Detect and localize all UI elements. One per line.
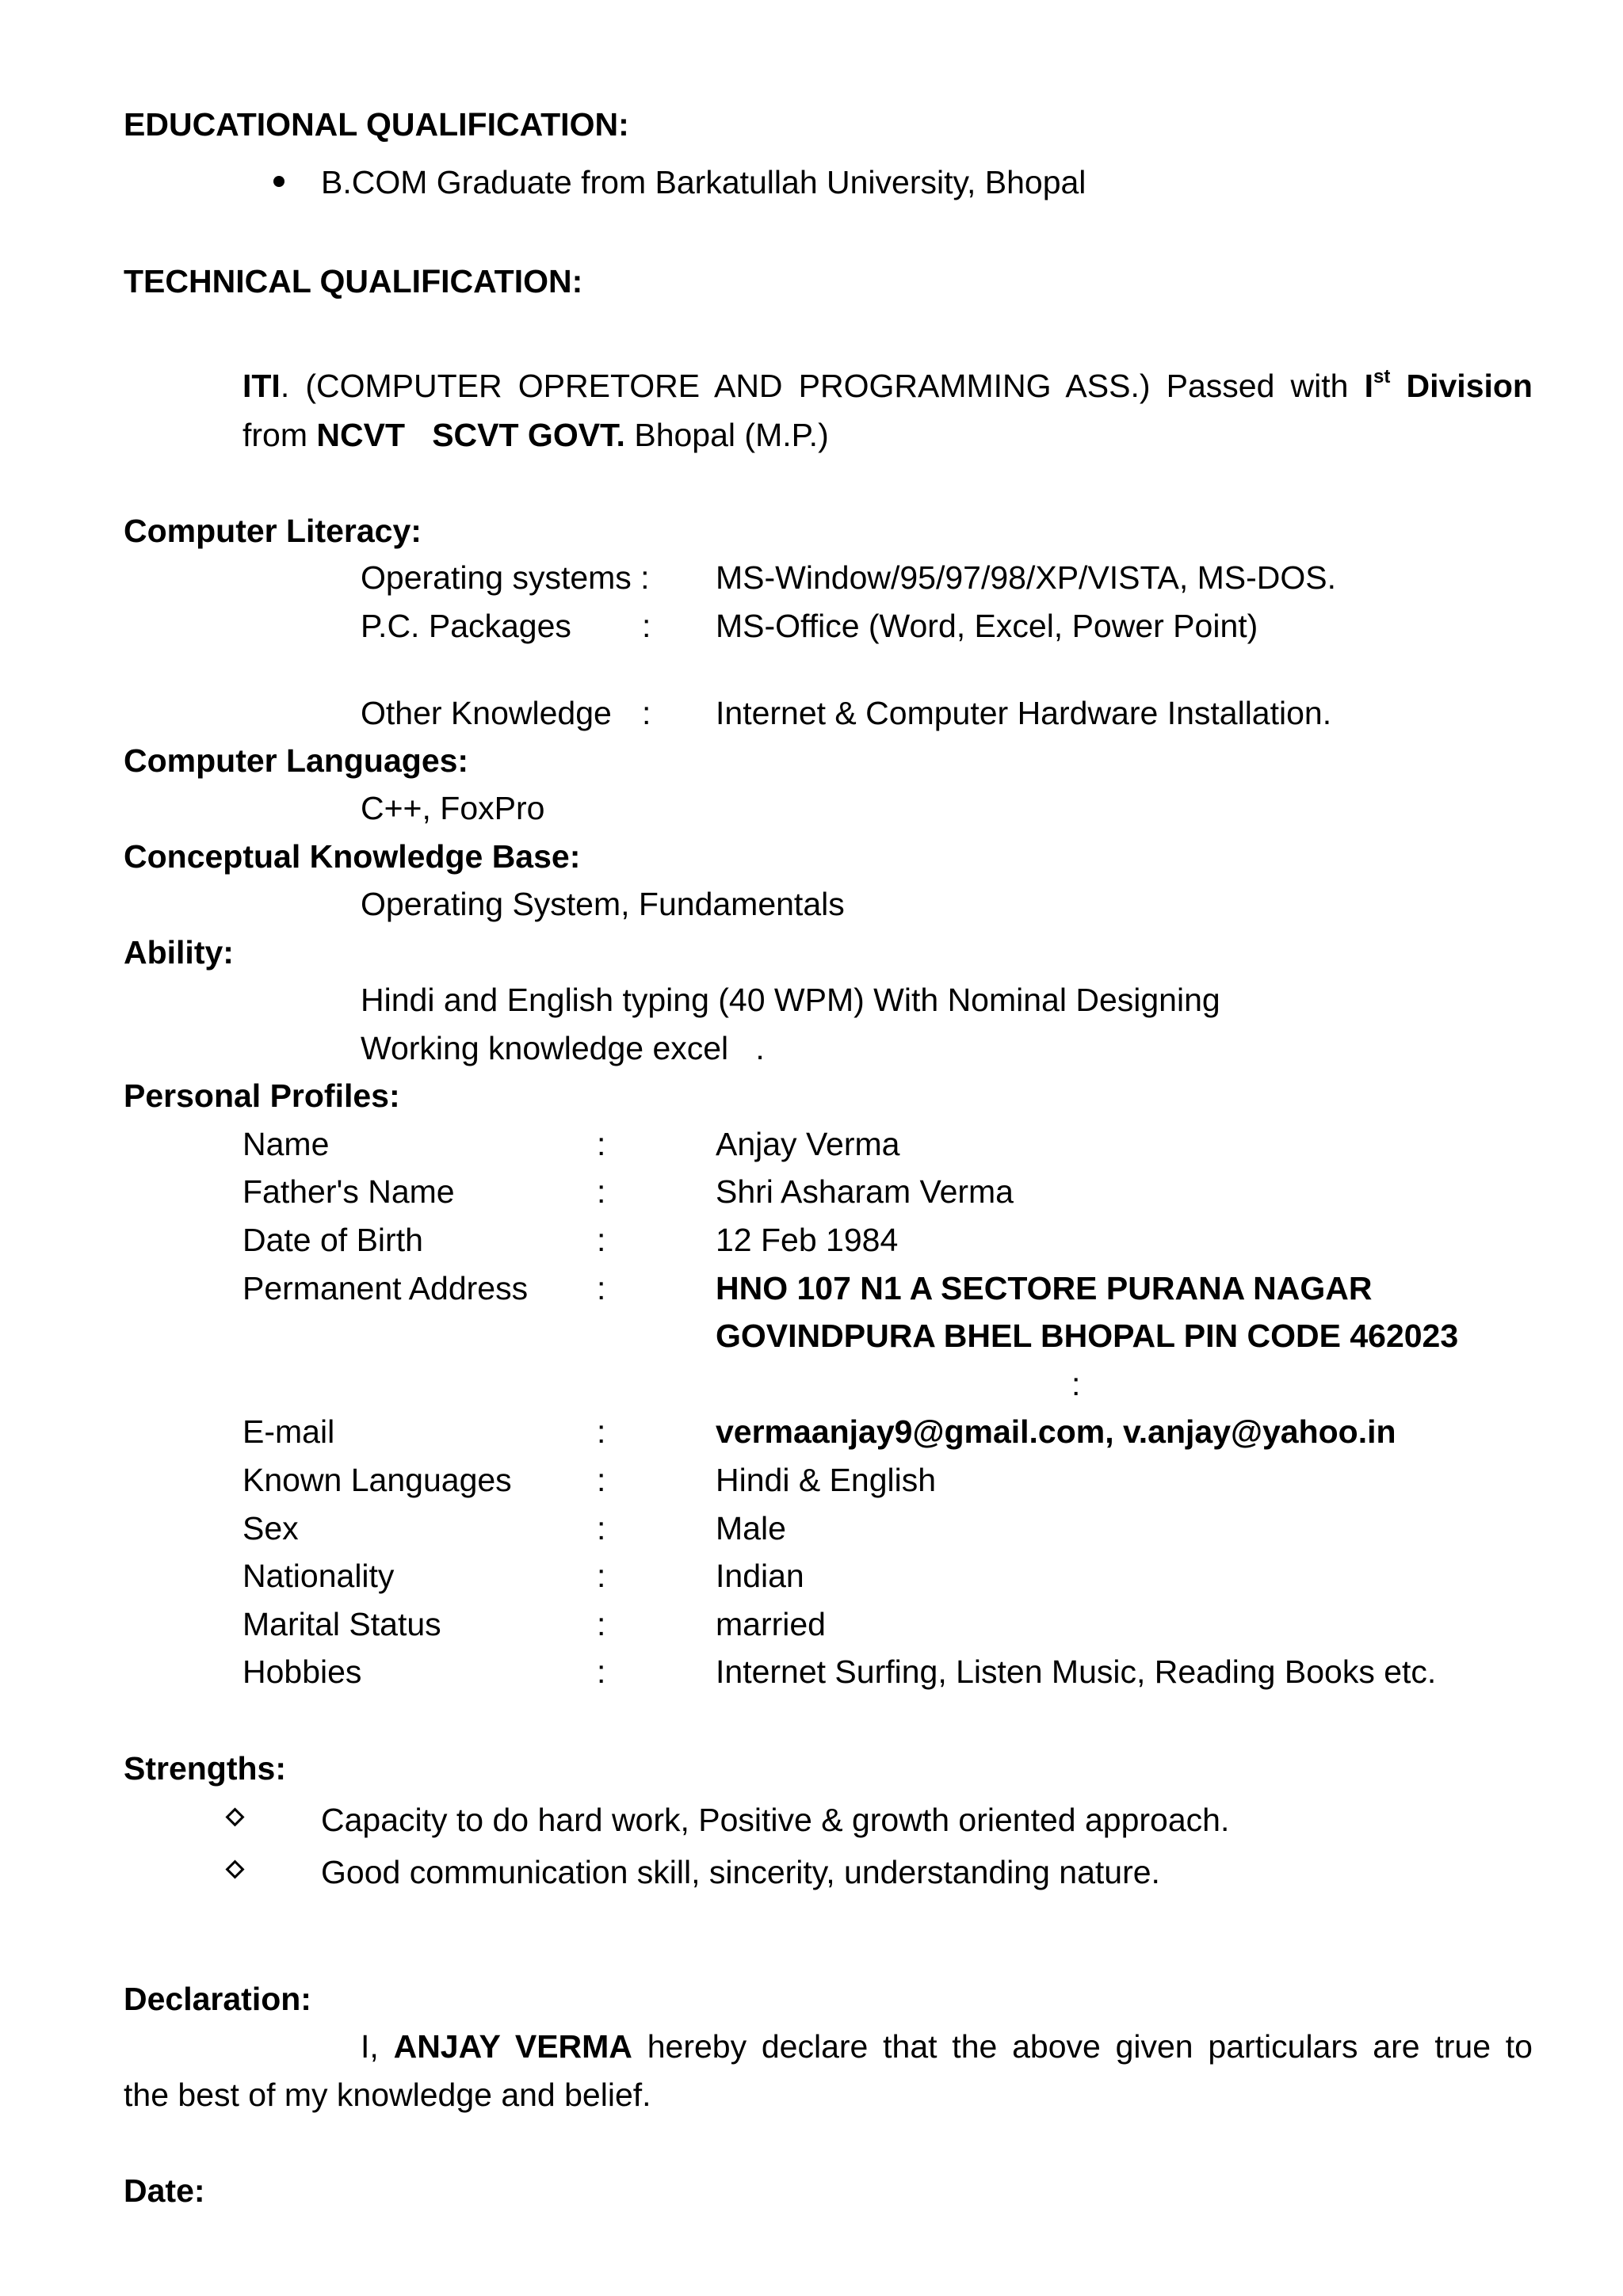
computer-languages-heading: Computer Languages: — [124, 742, 469, 779]
profile-colon: : — [597, 1126, 606, 1162]
declaration-heading: Declaration: — [124, 1981, 311, 2017]
conceptual-value: Operating System, Fundamentals — [361, 886, 845, 922]
declaration-line-2: the best of my knowledge and belief. — [124, 2077, 651, 2113]
declaration-name: ANJAY VERMA — [393, 2028, 632, 2065]
strengths-heading: Strengths: — [124, 1750, 286, 1787]
profile-label-address: Permanent Address — [242, 1270, 529, 1306]
literacy-value: MS-Office (Word, Excel, Power Point) — [716, 608, 1258, 644]
division-sup: st — [1373, 366, 1391, 387]
education-heading: EDUCATIONAL QUALIFICATION: — [124, 106, 629, 143]
profile-value-address-line2: GOVINDPURA BHEL BHOPAL PIN CODE 462023 — [716, 1318, 1459, 1354]
ability-line: Hindi and English typing (40 WPM) With Nominal Designing — [361, 982, 1220, 1018]
profile-value-name: Anjay Verma — [716, 1126, 900, 1162]
iti-label: ITI — [242, 368, 281, 404]
profile-value-sex: Male — [716, 1510, 786, 1547]
technical-line-2 — [242, 419, 829, 452]
profile-label-father: Father's Name — [242, 1173, 455, 1210]
literacy-label: Other Knowledge — [361, 695, 612, 731]
from-text: from — [242, 417, 307, 453]
bullet-icon — [273, 176, 285, 187]
profile-value-father: Shri Asharam Verma — [716, 1173, 1014, 1210]
profile-value-marital: married — [716, 1606, 826, 1642]
diamond-bullet-icon — [225, 1859, 244, 1878]
profile-value-nationality: Indian — [716, 1558, 804, 1594]
literacy-label: P.C. Packages — [361, 608, 571, 644]
literacy-label: Operating systems : — [361, 559, 650, 596]
profile-value-address: HNO 107 N1 A SECTORE PURANA NAGAR — [716, 1270, 1373, 1306]
strength-item: Capacity to do hard work, Positive & growth oriented approach. — [321, 1802, 1230, 1838]
division-numeral — [1365, 368, 1391, 404]
division-I: I — [1364, 368, 1374, 404]
profile-colon: : — [597, 1222, 606, 1258]
ability-line: Working knowledge excel . — [361, 1030, 765, 1066]
profile-colon: : — [597, 1462, 606, 1498]
board-place: Bhopal (M.P.) — [634, 417, 829, 453]
profile-label-name: Name — [242, 1126, 330, 1162]
declaration-prefix: I, — [361, 2028, 379, 2065]
profile-colon: : — [597, 1413, 606, 1450]
technical-heading: TECHNICAL QUALIFICATION: — [124, 263, 583, 299]
diamond-bullet-icon — [225, 1807, 244, 1826]
education-item: B.COM Graduate from Barkatullah University, Bhopal — [321, 164, 1086, 200]
profile-label-email: E-mail — [242, 1413, 335, 1450]
declaration-text: hereby declare that the above given particulars are true to — [647, 2028, 1533, 2065]
date-label: Date: — [124, 2172, 205, 2209]
division-word: Division — [1406, 368, 1533, 404]
computer-languages-value: C++, FoxPro — [361, 790, 545, 826]
profile-colon: : — [597, 1606, 606, 1642]
literacy-colon: : — [642, 608, 651, 644]
board-name: NCVT SCVT GOVT. — [316, 417, 625, 453]
profile-value-dob: 12 Feb 1984 — [716, 1222, 899, 1258]
profile-label-marital: Marital Status — [242, 1606, 441, 1642]
profile-colon: : — [597, 1173, 606, 1210]
profile-value-languages: Hindi & English — [716, 1462, 937, 1498]
profile-label-sex: Sex — [242, 1510, 299, 1547]
declaration-line-1 — [361, 2028, 1533, 2065]
literacy-colon: : — [642, 695, 651, 731]
profile-colon: : — [597, 1270, 606, 1306]
literacy-value: MS-Window/95/97/98/XP/VISTA, MS-DOS. — [716, 559, 1337, 596]
profile-colon: : — [597, 1653, 606, 1690]
profile-label-dob: Date of Birth — [242, 1222, 423, 1258]
stray-colon: : — [1071, 1366, 1081, 1402]
profile-value-email: vermaanjay9@gmail.com, v.anjay@yahoo.in — [716, 1413, 1396, 1450]
conceptual-heading: Conceptual Knowledge Base: — [124, 838, 581, 875]
profile-label-nationality: Nationality — [242, 1558, 395, 1594]
profile-colon: : — [597, 1510, 606, 1547]
profile-label-languages: Known Languages — [242, 1462, 512, 1498]
literacy-value: Internet & Computer Hardware Installation. — [716, 695, 1332, 731]
profile-colon: : — [597, 1558, 606, 1594]
computer-literacy-heading: Computer Literacy: — [124, 513, 422, 549]
profile-label-hobbies: Hobbies — [242, 1653, 362, 1690]
profile-value-hobbies: Internet Surfing, Listen Music, Reading Books etc. — [716, 1653, 1437, 1690]
ability-heading: Ability: — [124, 934, 234, 971]
iti-course: . (COMPUTER OPRETORE AND PROGRAMMING ASS.) Passed with — [280, 368, 1349, 404]
technical-line-1 — [242, 366, 1533, 404]
personal-heading: Personal Profiles: — [124, 1077, 400, 1114]
strength-item: Good communication skill, sincerity, understanding nature. — [321, 1854, 1160, 1890]
